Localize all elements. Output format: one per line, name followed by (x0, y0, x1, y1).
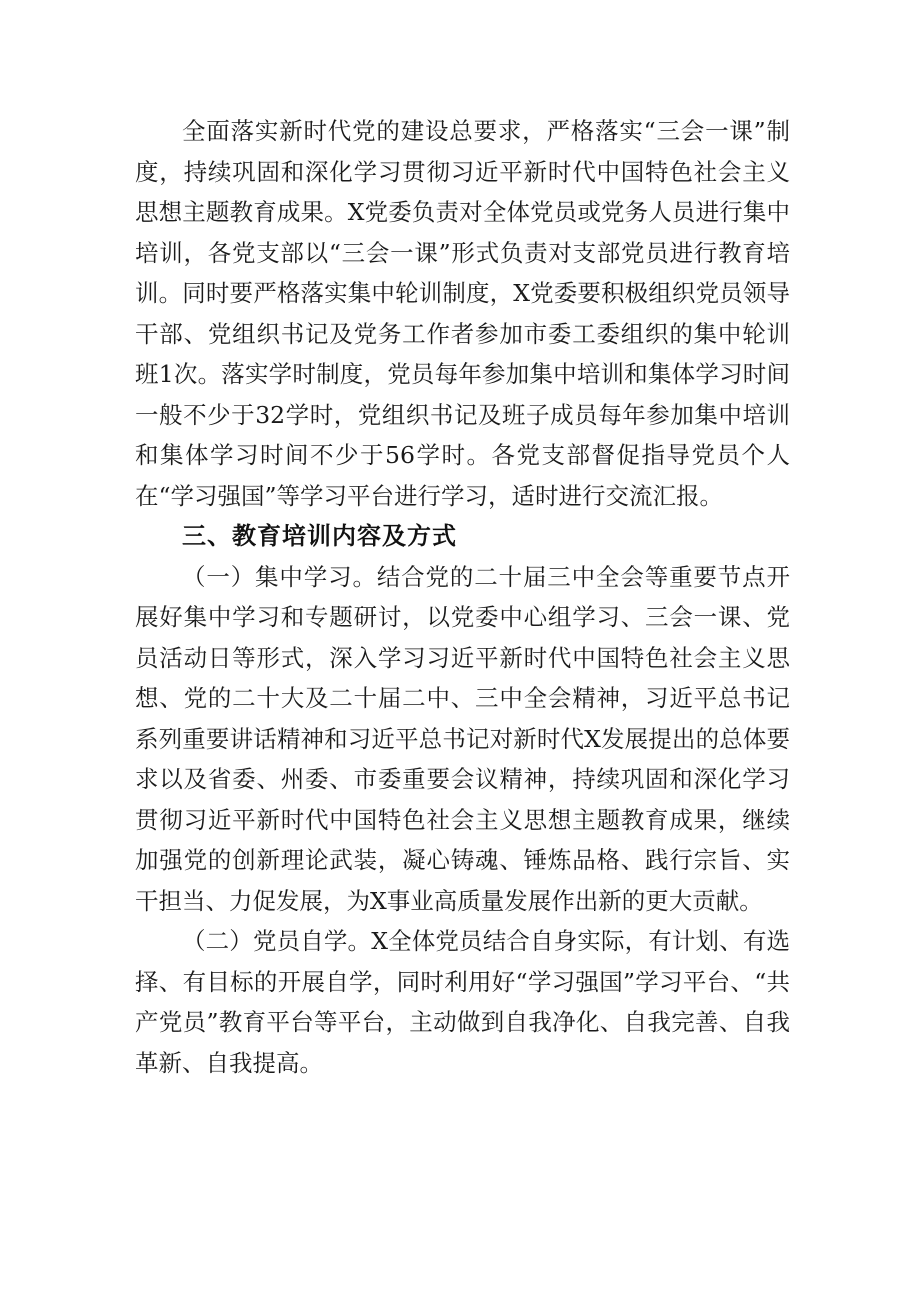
section-heading: 三、教育培训内容及方式 (182, 522, 457, 550)
subsection-paragraph-1: （一）集中学习。结合党的二十届三中全会等重要节点开展好集中学习和专题研讨，以党委中心组学习、三会一课、党员活动日等形式，深入学习习近平新时代中国特色社会主义思想、党的二十大及二十届二中、三中全会精神，习近平总书记系列重要讲话精神和习近平总书记对新时代X发展提出的总体要求以及省委、州委、市委重要会议精神，持续巩固和深化学习贯彻习近平新时代中国特色社会主义思想主题教育成果，继续加强党的创新理论武装，凝心铸魂、锤炼品格、践行宗旨、实干担当、力促发展，为X事业高质量发展作出新的更大贡献。 (135, 562, 790, 915)
body-paragraph: 全面落实新时代党的建设总要求，严格落实“三会一课”制度，持续巩固和深化学习贯彻习近平新时代中国特色社会主义思想主题教育成果。X党委负责对全体党员或党务人员进行集中培训，各党支部以“三会一课”形式负责对支部党员进行教育培训。同时要严格落实集中轮训制度，X党委要积极组织党员领导干部、党组织书记及党务工作者参加市委工委组织的集中轮训班1次。落实学时制度，党员每年参加集中培训和集体学习时间一般不少于32学时，党组织书记及班子成员每年参加集中培训和集体学习时间不少于56学时。各党支部督促指导党员个人在“学习强国”等学习平台进行学习，适时进行交流汇报。 (135, 117, 790, 510)
document-body (135, 111, 790, 1083)
subsection-paragraph-2: （二）党员自学。X全体党员结合自身实际，有计划、有选择、有目标的开展自学，同时利用好“学习强国”学习平台、“共产党员”教育平台等平台，主动做到自我净化、自我完善、自我革新、自我提高。 (135, 927, 790, 1077)
